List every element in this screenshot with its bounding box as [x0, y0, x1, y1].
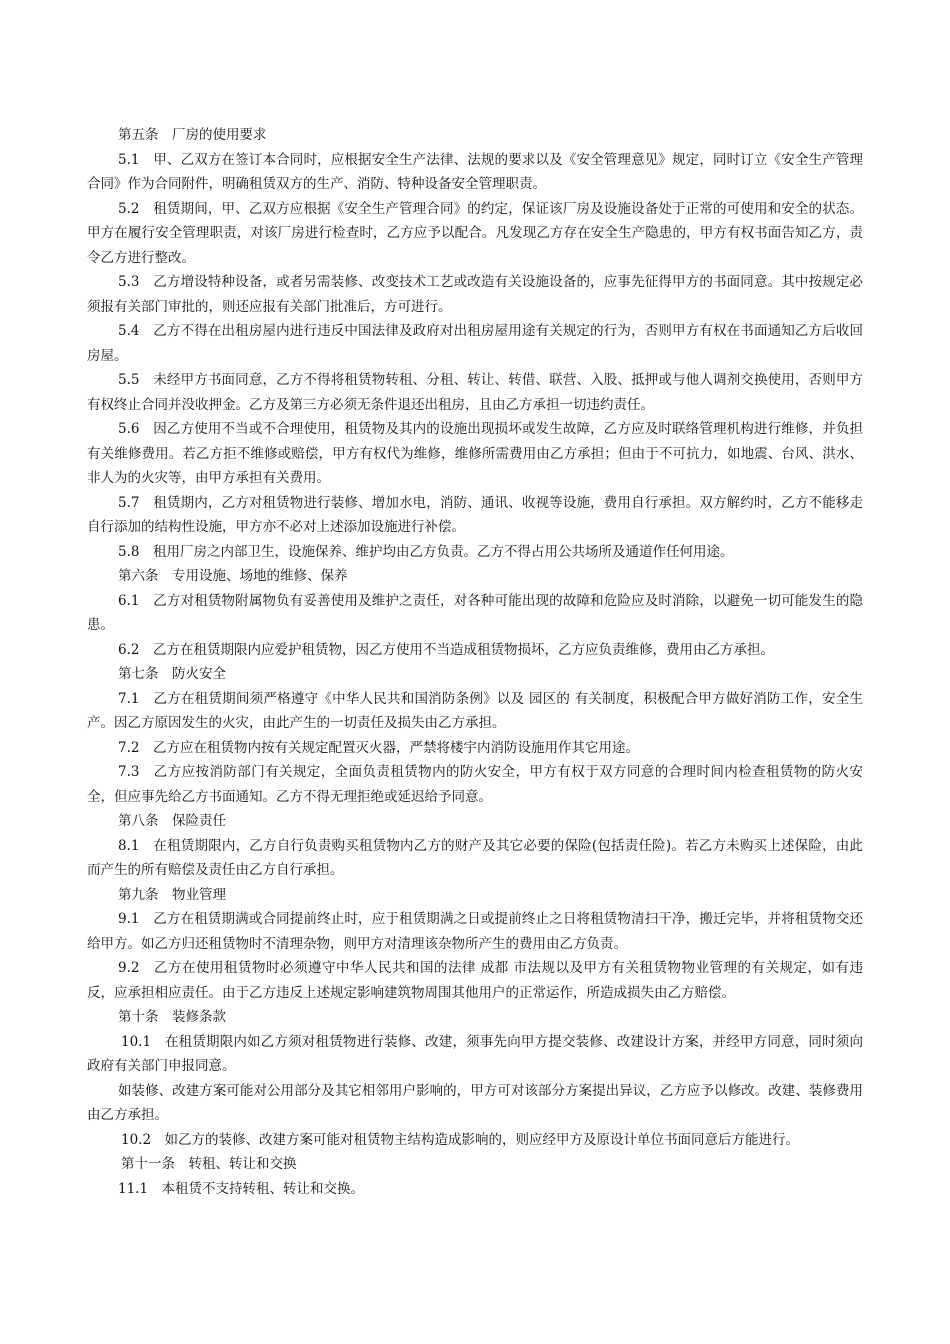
clause-9-2: 9.2 乙方在使用租赁物时必须遵守中华人民共和国的法律 成都 市法规以及甲方有关租赁物物业管理的有关规定，如有违反，应承担相应责任。由于乙方违反上述规定影响建筑物周围其他用户的正常运作，所造成损失由乙方赔偿。: [87, 960, 863, 1001]
clause-8-1: 8.1 在租赁期限内，乙方自行负责购买租赁物内乙方的财产及其它必要的保险(包括责任险)。若乙方未购买上述保险，由此而产生的所有赔偿及责任由乙方自行承担。: [87, 837, 863, 878]
article-7-heading: 第七条 防火安全: [118, 666, 226, 682]
clause-5-3: 5.3 乙方增设特种设备，或者另需装修、改变技术工艺或改造有关设施设备的，应事先征得甲方的书面同意。其中按规定必须报有关部门审批的，则还应报有关部门批准后，方可进行。: [87, 274, 863, 315]
article-11-heading: 第十一条 转租、转让和交换: [121, 1156, 297, 1172]
clause-5-8: 5.8 租用厂房之内部卫生，设施保养、维护均由乙方负责。乙方不得占用公共场所及通道作任何用途。: [118, 543, 734, 560]
clause-5-4: 5.4 乙方不得在出租房屋内进行违反中国法律及政府对出租房屋用途有关规定的行为，否则甲方有权在书面通知乙方后收回房屋。: [87, 323, 863, 364]
article-10-heading: 第十条 装修条款: [118, 1009, 226, 1025]
clause-6-2: 6.2 乙方在租赁期限内应爱护租赁物，因乙方使用不当造成租赁物损坏，乙方应负责维修，费用由乙方承担。: [118, 641, 774, 658]
clause-6-1: 6.1 乙方对租赁物附属物负有妥善使用及维护之责任，对各种可能出现的故障和危险应及时消除，以避免一切可能发生的隐患。: [87, 592, 863, 633]
clause-10-1: 10.1 在租赁期限内如乙方须对租赁物进行装修、改建，须事先向甲方提交装修、改建设计方案，并经甲方同意，同时须向政府有关部门申报同意。: [87, 1033, 863, 1074]
clause-7-3: 7.3 乙方应按消防部门有关规定，全面负责租赁物内的防火安全，甲方有权于双方同意的合理时间内检查租赁物的防火安全，但应事先给乙方书面通知。乙方不得无理拒绝或延迟给予同意。: [87, 764, 863, 805]
article-8-heading: 第八条 保险责任: [118, 813, 226, 829]
clause-5-5: 5.5 未经甲方书面同意，乙方不得将租赁物转租、分租、转让、转借、联营、入股、抵押或与他人调剂交换使用，否则甲方有权终止合同并没收押金。乙方及第三方必须无条件退还出租房，且由乙方承担一切违约责任。: [87, 372, 863, 413]
clause-5-7: 5.7 租赁期内，乙方对租赁物进行装修、增加水电，消防、通讯、收视等设施，费用自行承担。双方解约时，乙方不能移走自行添加的结构性设施，甲方亦不必对上述添加设施进行补偿。: [87, 494, 863, 535]
document-page: [87, 123, 863, 1201]
article-6-heading: 第六条 专用设施、场地的维修、保养: [118, 568, 348, 584]
article-5-heading: 第五条 厂房的使用要求: [118, 127, 267, 143]
clause-5-2: 5.2 租赁期间，甲、乙双方应根据《安全生产管理合同》的约定，保证该厂房及设施设备处于正常的可使用和安全的状态。甲方在履行安全管理职责，对该厂房进行检查时，乙方应予以配合。凡发现乙方存在安全生产隐患的，甲方有权书面告知乙方，责令乙方进行整改。: [87, 200, 863, 266]
clause-7-2: 7.2 乙方应在租赁物内按有关规定配置灭火器，严禁将楼宇内消防设施用作其它用途。: [118, 739, 639, 756]
clause-10-1-continued: 如装修、改建方案可能对公用部分及其它相邻用户影响的，甲方可对该部分方案提出异议，乙方应予以修改。改建、装修费用由乙方承担。: [87, 1082, 863, 1123]
clause-5-6: 5.6 因乙方使用不当或不合理使用，租赁物及其内的设施出现损坏或发生故障，乙方应及时联络管理机构进行维修，并负担有关维修费用。若乙方拒不维修或赔偿，甲方有权代为维修，维修所需费用由乙方承担；但由于不可抗力，如地震、台风、洪水、非人为的火灾等，由甲方承担有关费用。: [87, 421, 863, 486]
clause-5-1: 5.1 甲、乙双方在签订本合同时，应根据安全生产法律、法规的要求以及《安全管理意见》规定，同时订立《安全生产管理合同》作为合同附件，明确租赁双方的生产、消防、特种设备安全管理职责。: [87, 151, 863, 192]
clause-11-1: 11.1 本租赁不支持转租、转让和交换。: [118, 1180, 365, 1197]
clause-9-1: 9.1 乙方在租赁期满或合同提前终止时，应于租赁期满之日或提前终止之日将租赁物清扫干净，搬迁完毕，并将租赁物交还给甲方。如乙方归还租赁物时不清理杂物，则甲方对清理该杂物所产生的费用由乙方负责。: [87, 911, 863, 952]
clause-7-1: 7.1 乙方在租赁期间须严格遵守《中华人民共和国消防条例》以及 园区的 有关制度，积极配合甲方做好消防工作，安全生产。因乙方原因发生的火灾，由此产生的一切责任及损失由乙方承担。: [87, 690, 863, 731]
clause-10-2: 10.2 如乙方的装修、改建方案可能对租赁物主结构造成影响的，则应经甲方及原设计单位书面同意后方能进行。: [121, 1131, 800, 1148]
article-9-heading: 第九条 物业管理: [118, 886, 226, 903]
